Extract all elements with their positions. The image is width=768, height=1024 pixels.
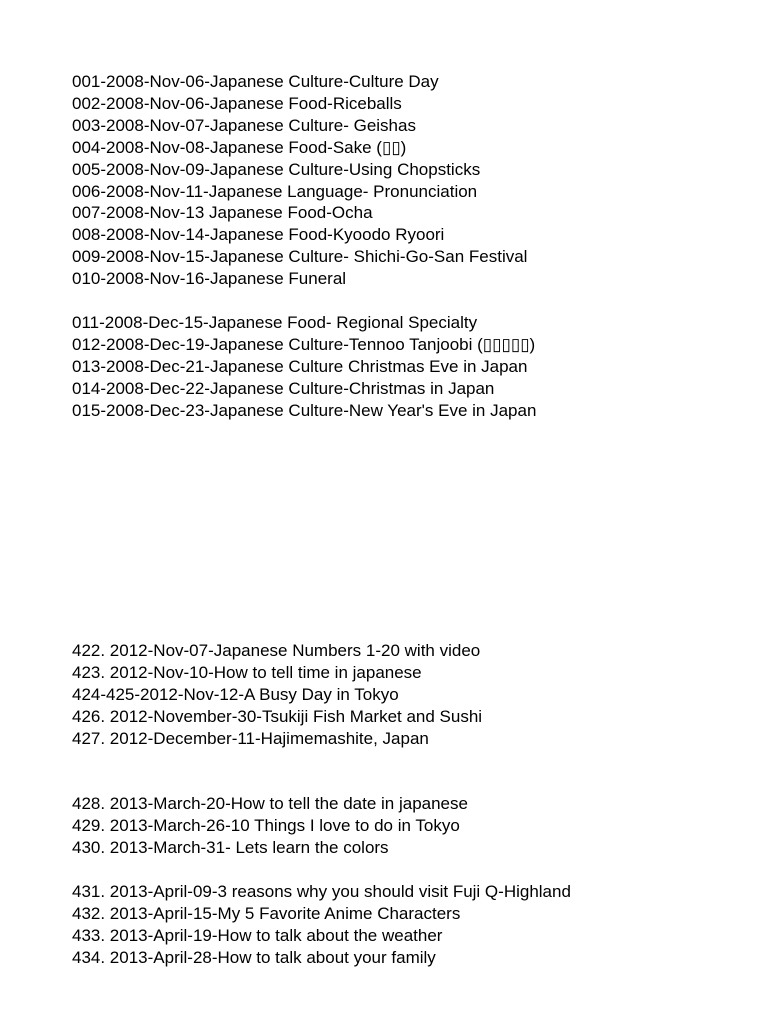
entry-group-2013-april — [72, 881, 571, 969]
list-item: 424-425-2012-Nov-12-A Busy Day in Tokyo — [72, 684, 399, 704]
list-item: 434. 2013-April-28-How to talk about your family — [72, 947, 436, 967]
list-item: 006-2008-Nov-11-Japanese Language- Pronunciation — [72, 181, 478, 201]
list-item: 423. 2012-Nov-10-How to tell time in japanese — [72, 662, 422, 682]
list-item: 015-2008-Dec-23-Japanese Culture-New Year's Eve in Japan — [72, 400, 537, 420]
entry-group-2008-nov — [72, 71, 527, 290]
list-item: 429. 2013-March-26-10 Things I love to do in Tokyo — [72, 815, 460, 835]
list-item: 003-2008-Nov-07-Japanese Culture- Geishas — [72, 115, 416, 135]
entry-group-2008-dec — [72, 312, 536, 422]
list-item: 431. 2013-April-09-3 reasons why you should visit Fuji Q-Highland — [72, 882, 571, 901]
list-item: 014-2008-Dec-22-Japanese Culture-Christmas in Japan — [72, 378, 495, 398]
list-item: 432. 2013-April-15-My 5 Favorite Anime Characters — [72, 903, 461, 923]
list-item: 004-2008-Nov-08-Japanese Food-Sake (▯▯) — [72, 137, 407, 157]
list-item: 433. 2013-April-19-How to talk about the weather — [72, 925, 443, 945]
list-item: 010-2008-Nov-16-Japanese Funeral — [72, 269, 347, 289]
list-item: 428. 2013-March-20-How to tell the date in japanese — [72, 794, 468, 813]
list-item: 426. 2012-November-30-Tsukiji Fish Market and Sushi — [72, 706, 483, 726]
list-item: 001-2008-Nov-06-Japanese Culture-Culture Day — [72, 72, 439, 91]
list-item: 012-2008-Dec-19-Japanese Culture-Tennoo Tanjoobi (▯▯▯▯▯) — [72, 334, 536, 354]
entry-group-2012 — [72, 640, 482, 750]
list-item: 422. 2012-Nov-07-Japanese Numbers 1-20 with video — [72, 641, 481, 660]
list-item: 008-2008-Nov-14-Japanese Food-Kyoodo Ryoori — [72, 225, 445, 245]
list-item: 009-2008-Nov-15-Japanese Culture- Shichi-Go-San Festival — [72, 247, 528, 267]
list-item: 007-2008-Nov-13 Japanese Food-Ocha — [72, 203, 373, 223]
list-item: 011-2008-Dec-15-Japanese Food- Regional Specialty — [72, 313, 478, 332]
list-item: 002-2008-Nov-06-Japanese Food-Riceballs — [72, 93, 402, 113]
list-item: 427. 2012-December-11-Hajimemashite, Japan — [72, 728, 429, 748]
list-item: 013-2008-Dec-21-Japanese Culture Christmas Eve in Japan — [72, 356, 528, 376]
entry-group-2013-march — [72, 793, 468, 859]
list-item: 005-2008-Nov-09-Japanese Culture-Using Chopsticks — [72, 159, 481, 179]
list-item: 430. 2013-March-31- Lets learn the colors — [72, 837, 389, 857]
